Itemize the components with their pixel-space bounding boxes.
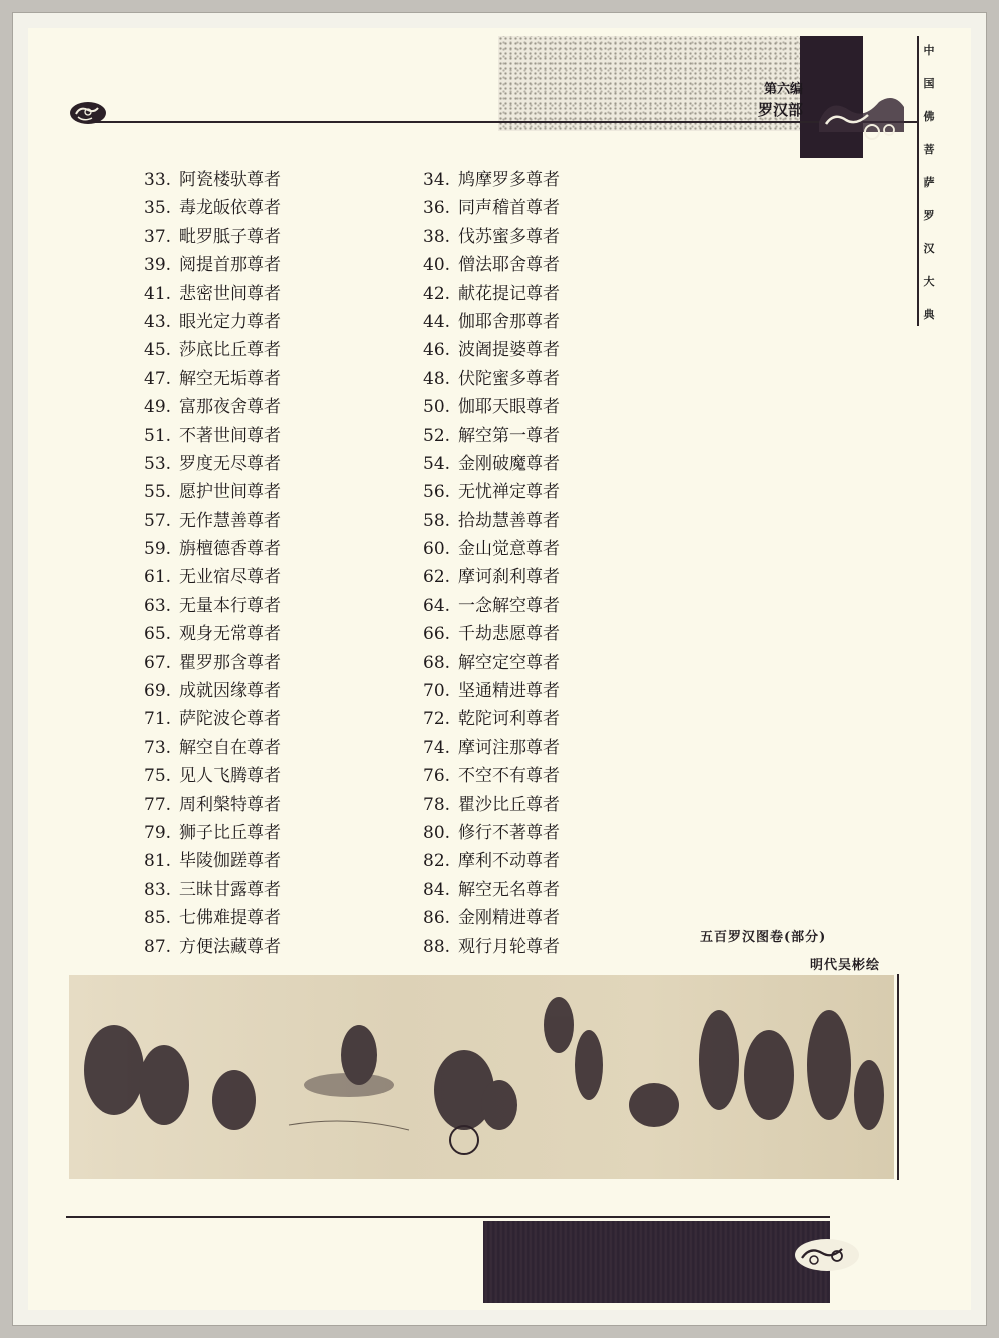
arhat-list-item xyxy=(144,251,281,279)
arhat-list-item xyxy=(144,762,281,790)
arhat-number: 79. xyxy=(144,822,172,843)
arhat-list-item xyxy=(144,450,281,478)
arhat-list-item xyxy=(144,791,281,819)
arhat-name: 波阇提婆尊者 xyxy=(458,340,560,361)
painting-figures xyxy=(69,975,894,1179)
arhat-name: 阿瓷楼驮尊者 xyxy=(179,170,281,190)
arhat-number: 69. xyxy=(144,681,172,702)
arhat-name: 献花提记尊者 xyxy=(458,283,560,304)
arhat-name: 方便法藏尊者 xyxy=(179,936,281,957)
arhat-number: 48. xyxy=(423,368,451,389)
arhat-list-item xyxy=(144,876,281,904)
arhat-list-item xyxy=(423,876,560,904)
arhat-number: 60. xyxy=(423,539,451,560)
arhat-number: 70. xyxy=(423,681,451,702)
book-title-vertical xyxy=(921,34,937,331)
arhat-name: 坚通精进尊者 xyxy=(458,681,560,702)
arhat-number: 72. xyxy=(423,709,451,730)
arhat-number: 42. xyxy=(423,283,451,304)
arhat-list-item xyxy=(144,393,281,421)
arhat-list-item xyxy=(144,422,281,450)
arhat-name: 瞿沙比丘尊者 xyxy=(458,794,560,815)
arhat-list-item xyxy=(423,677,560,705)
arhat-name: 千劫悲愿尊者 xyxy=(458,624,560,645)
arhat-name: 修行不著尊者 xyxy=(458,822,560,843)
arhat-number: 49. xyxy=(144,397,172,418)
arhat-number: 88. xyxy=(423,936,451,957)
arhat-name: 富那夜舍尊者 xyxy=(179,397,281,418)
arhat-number: 41. xyxy=(144,283,172,304)
arhat-number: 62. xyxy=(423,567,451,588)
arhat-name: 解空定空尊者 xyxy=(458,652,560,673)
painting-caption-title: 五百罗汉图卷(部分) xyxy=(700,930,827,945)
arhat-number: 85. xyxy=(144,908,172,929)
arhat-name: 无作慧善尊者 xyxy=(179,510,281,531)
cloud-ornament-icon xyxy=(68,100,108,126)
caption-rule xyxy=(897,974,899,1180)
arhat-name: 无业宿尽尊者 xyxy=(179,567,281,588)
arhat-list-item xyxy=(144,819,281,847)
arhat-number: 47. xyxy=(144,368,172,389)
header-rule xyxy=(88,121,918,123)
arhat-name: 毗罗胝子尊者 xyxy=(179,226,281,247)
arhat-list-item xyxy=(423,450,560,478)
book-title-char: 国 xyxy=(923,77,935,90)
arhat-list-item xyxy=(144,223,281,251)
arhat-number: 43. xyxy=(144,311,172,332)
arhat-number: 59. xyxy=(144,539,172,560)
footer-dark-block xyxy=(483,1221,830,1303)
arhat-list-left xyxy=(144,166,281,961)
arhat-list-item xyxy=(423,194,560,222)
arhat-list-item xyxy=(423,393,560,421)
arhat-list-item xyxy=(144,649,281,677)
arhat-list-item xyxy=(144,336,281,364)
arhat-name: 僧法耶舍尊者 xyxy=(458,255,560,276)
arhat-name: 伏陀蜜多尊者 xyxy=(458,368,560,389)
arhat-list-right xyxy=(423,166,560,961)
arhat-name: 鸠摩罗多尊者 xyxy=(458,170,560,190)
arhat-list-item xyxy=(423,280,560,308)
arhat-name: 解空无名尊者 xyxy=(458,879,560,900)
arhat-number: 39. xyxy=(144,255,172,276)
arhat-number: 35. xyxy=(144,198,172,219)
arhat-list-item xyxy=(423,734,560,762)
book-title-char: 罗 xyxy=(923,209,935,222)
arhat-list-item xyxy=(423,563,560,591)
arhat-number: 80. xyxy=(423,822,451,843)
arhat-number: 34. xyxy=(423,170,451,190)
arhat-name: 金山觉意尊者 xyxy=(458,539,560,560)
arhat-number: 56. xyxy=(423,482,451,503)
arhat-number: 78. xyxy=(423,794,451,815)
arhat-number: 57. xyxy=(144,510,172,531)
arhat-number: 68. xyxy=(423,652,451,673)
arhat-number: 74. xyxy=(423,737,451,758)
arhat-number: 66. xyxy=(423,624,451,645)
arhat-name: 解空自在尊者 xyxy=(179,737,281,758)
arhat-number: 51. xyxy=(144,425,172,446)
arhat-number: 75. xyxy=(144,766,172,787)
arhat-name: 成就因缘尊者 xyxy=(179,681,281,702)
section-title: 罗汉部 xyxy=(757,101,803,119)
book-title-char: 佛 xyxy=(923,110,935,123)
arhat-name: 七佛难提尊者 xyxy=(179,908,281,929)
section-number: 第六编 xyxy=(763,82,803,97)
arhat-name: 伐苏蜜多尊者 xyxy=(458,226,560,247)
arhat-number: 52. xyxy=(423,425,451,446)
arhat-list-item xyxy=(144,478,281,506)
arhat-list-item xyxy=(423,251,560,279)
arhat-number: 33. xyxy=(144,170,172,190)
arhat-number: 58. xyxy=(423,510,451,531)
arhat-list-item xyxy=(144,535,281,563)
arhat-name: 金刚精进尊者 xyxy=(458,908,560,929)
book-title-char: 典 xyxy=(923,308,935,321)
arhat-number: 50. xyxy=(423,397,451,418)
painting-caption-artist: 明代吴彬绘 xyxy=(810,958,881,973)
book-page xyxy=(28,28,971,1310)
arhat-name: 瞿罗那含尊者 xyxy=(179,652,281,673)
arhat-name: 解空第一尊者 xyxy=(458,425,560,446)
arhat-number: 55. xyxy=(144,482,172,503)
arhat-list-item xyxy=(144,705,281,733)
arhat-number: 45. xyxy=(144,340,172,361)
arhat-list-item xyxy=(423,507,560,535)
arhat-list-item xyxy=(144,620,281,648)
arhat-list-item xyxy=(144,308,281,336)
arhat-number: 37. xyxy=(144,226,172,247)
arhat-name: 周利槃特尊者 xyxy=(179,794,281,815)
arhat-list-item xyxy=(144,592,281,620)
arhat-name: 罗度无尽尊者 xyxy=(179,453,281,474)
arhat-name: 悲密世间尊者 xyxy=(179,283,281,304)
arhat-number: 46. xyxy=(423,340,451,361)
arhat-number: 71. xyxy=(144,709,172,730)
arhat-name: 无量本行尊者 xyxy=(179,595,281,616)
book-title-char: 中 xyxy=(923,44,935,57)
arhat-number: 44. xyxy=(423,311,451,332)
arhat-list-item xyxy=(144,734,281,762)
arhat-list-item xyxy=(423,365,560,393)
arhat-name: 三昧甘露尊者 xyxy=(179,879,281,900)
arhat-list-item xyxy=(144,847,281,875)
arhat-name: 摩诃刹利尊者 xyxy=(458,567,560,588)
arhat-list-item xyxy=(144,904,281,932)
arhat-name: 同声稽首尊者 xyxy=(458,198,560,219)
arhat-list-item xyxy=(144,933,281,961)
arhat-number: 77. xyxy=(144,794,172,815)
arhat-list-item xyxy=(423,847,560,875)
arhat-name: 毕陵伽蹉尊者 xyxy=(179,851,281,872)
arhat-number: 86. xyxy=(423,908,451,929)
arhat-list-item xyxy=(423,904,560,932)
arhat-name: 不著世间尊者 xyxy=(179,425,281,446)
arhat-list-item xyxy=(423,308,560,336)
arhat-name: 伽耶舍那尊者 xyxy=(458,311,560,332)
arhat-list-item xyxy=(423,223,560,251)
arhat-name: 伽耶天眼尊者 xyxy=(458,397,560,418)
arhat-number: 83. xyxy=(144,879,172,900)
arhat-name: 金刚破魔尊者 xyxy=(458,453,560,474)
arhat-number: 61. xyxy=(144,567,172,588)
arhat-list-item xyxy=(144,194,281,222)
arhat-name: 解空无垢尊者 xyxy=(179,368,281,389)
book-title-char: 菩 xyxy=(923,143,935,156)
arhat-number: 81. xyxy=(144,851,172,872)
arhat-list-item xyxy=(423,819,560,847)
arhat-list-item xyxy=(144,507,281,535)
arhat-number: 40. xyxy=(423,255,451,276)
arhat-list-item xyxy=(144,166,281,194)
arhat-number: 82. xyxy=(423,851,451,872)
arhat-name: 无忧禅定尊者 xyxy=(458,482,560,503)
arhat-number: 53. xyxy=(144,453,172,474)
arhat-name: 不空不有尊者 xyxy=(458,766,560,787)
arhat-number: 38. xyxy=(423,226,451,247)
arhat-name: 一念解空尊者 xyxy=(458,595,560,616)
footer-cloud-ornament-icon xyxy=(792,1234,862,1276)
side-rule xyxy=(917,36,919,326)
arhat-number: 84. xyxy=(423,879,451,900)
arhat-name: 旃檀德香尊者 xyxy=(179,539,281,560)
arhat-list-item xyxy=(423,422,560,450)
arhat-list-item xyxy=(423,336,560,364)
book-title-char: 大 xyxy=(923,275,935,288)
arhat-name: 摩诃注那尊者 xyxy=(458,737,560,758)
arhat-name: 毒龙皈依尊者 xyxy=(179,198,281,219)
arhat-name: 狮子比丘尊者 xyxy=(179,822,281,843)
arhat-number: 65. xyxy=(144,624,172,645)
arhat-name: 摩利不动尊者 xyxy=(458,851,560,872)
arhat-list-item xyxy=(423,535,560,563)
arhat-name: 眼光定力尊者 xyxy=(179,311,281,332)
arhat-number: 36. xyxy=(423,198,451,219)
arhat-number: 87. xyxy=(144,936,172,957)
arhat-list-item xyxy=(423,649,560,677)
footer-rule xyxy=(66,1216,830,1218)
arhat-name: 萨陀波仑尊者 xyxy=(179,709,281,730)
arhat-list-item xyxy=(423,705,560,733)
arhat-number: 54. xyxy=(423,453,451,474)
arhat-number: 63. xyxy=(144,595,172,616)
arhat-list-item xyxy=(423,166,560,194)
arhat-list-item xyxy=(423,791,560,819)
arhat-name: 拾劫慧善尊者 xyxy=(458,510,560,531)
arhat-list-item xyxy=(423,620,560,648)
arhat-name: 阅提首那尊者 xyxy=(179,255,281,276)
arhat-number: 73. xyxy=(144,737,172,758)
arhat-painting-image xyxy=(69,975,894,1179)
arhat-list-item xyxy=(423,478,560,506)
arhat-list-item xyxy=(423,933,560,961)
arhat-name: 乾陀诃利尊者 xyxy=(458,709,560,730)
arhat-number: 76. xyxy=(423,766,451,787)
arhat-name: 观行月轮尊者 xyxy=(458,936,560,957)
arhat-list-item xyxy=(423,592,560,620)
book-title-char: 汉 xyxy=(923,242,935,255)
arhat-name: 观身无常尊者 xyxy=(179,624,281,645)
arhat-name: 莎底比丘尊者 xyxy=(179,340,281,361)
arhat-name: 愿护世间尊者 xyxy=(179,482,281,503)
book-title-char: 萨 xyxy=(923,176,935,189)
arhat-list-item xyxy=(144,365,281,393)
arhat-number: 67. xyxy=(144,652,172,673)
arhat-list-item xyxy=(144,280,281,308)
arhat-name: 见人飞腾尊者 xyxy=(179,766,281,787)
arhat-number: 64. xyxy=(423,595,451,616)
arhat-list-item xyxy=(423,762,560,790)
arhat-list-item xyxy=(144,677,281,705)
corner-cloud-ornament-icon xyxy=(814,82,909,152)
arhat-list-item xyxy=(144,563,281,591)
